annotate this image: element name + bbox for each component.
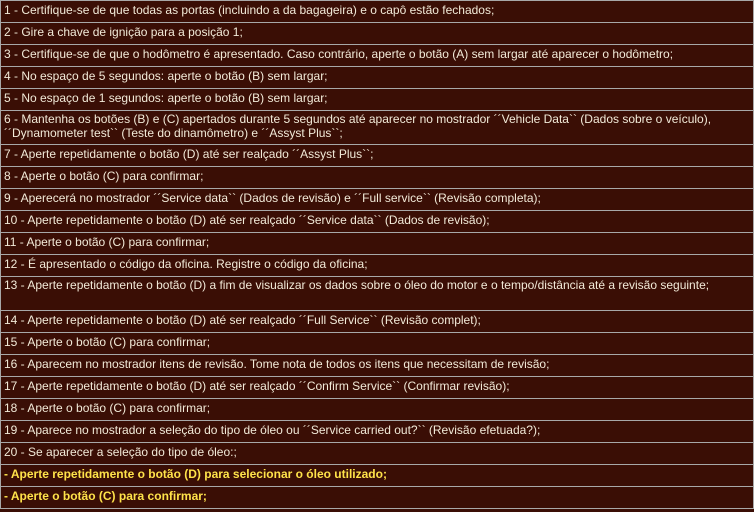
step-11: 11 - Aperte o botão (C) para confirmar; <box>1 233 754 255</box>
table-row <box>1 67 754 89</box>
table-row <box>1 189 754 211</box>
table-row <box>1 399 754 421</box>
step-12: 12 - É apresentado o código da oficina. Registre o código da oficina; <box>1 255 754 277</box>
step-16: 16 - Aparecem no mostrador itens de revisão. Tome nota de todos os itens que necessitam de revisão; <box>1 355 754 377</box>
table-row <box>1 111 754 145</box>
step-17: 17 - Aperte repetidamente o botão (D) até ser realçado ´´Confirm Service`` (Confirmar revisão); <box>1 377 754 399</box>
table-row <box>1 277 754 311</box>
substep-confirm: - Aperte o botão (C) para confirmar; <box>1 487 754 509</box>
step-14: 14 - Aperte repetidamente o botão (D) até ser realçado ´´Full Service`` (Revisão complet); <box>1 311 754 333</box>
table-row <box>1 487 754 509</box>
step-8: 8 - Aperte o botão (C) para confirmar; <box>1 167 754 189</box>
step-9: 9 - Aperecerá no mostrador ´´Service data`` (Dados de revisão) e ´´Full service`` (Revisão completa); <box>1 189 754 211</box>
table-row <box>1 465 754 487</box>
table-row <box>1 1 754 23</box>
table-row <box>1 355 754 377</box>
step-19: 19 - Aparece no mostrador a seleção do tipo de óleo ou ´´Service carried out?`` (Revisão efetuada?); <box>1 421 754 443</box>
step-15: 15 - Aperte o botão (C) para confirmar; <box>1 333 754 355</box>
table-row <box>1 211 754 233</box>
substep-select-oil: - Aperte repetidamente o botão (D) para selecionar o óleo utilizado; <box>1 465 754 487</box>
table-row <box>1 167 754 189</box>
table-row <box>1 23 754 45</box>
table-row <box>1 333 754 355</box>
step-10: 10 - Aperte repetidamente o botão (D) até ser realçado ´´Service data`` (Dados de revisão); <box>1 211 754 233</box>
table-row <box>1 45 754 67</box>
step-3: 3 - Certifique-se de que o hodômetro é apresentado. Caso contrário, aperte o botão (A) sem largar até aparecer o hodômetro; <box>1 45 754 67</box>
step-4: 4 - No espaço de 5 segundos: aperte o botão (B) sem largar; <box>1 67 754 89</box>
step-7: 7 - Aperte repetidamente o botão (D) até ser realçado ´´Assyst Plus``; <box>1 145 754 167</box>
step-20: 20 - Se aparecer a seleção do tipo de óleo:; <box>1 443 754 465</box>
table-row <box>1 443 754 465</box>
step-6: 6 - Mantenha os botões (B) e (C) apertados durante 5 segundos até aparecer no mostrador ´´Vehicle Data`` (Dados sobre o veículo), ´´Dynamometer test`` (Teste do dinamômetro) e ´´Assyst Plus``; <box>1 111 754 145</box>
table-row <box>1 377 754 399</box>
step-18: 18 - Aperte o botão (C) para confirmar; <box>1 399 754 421</box>
step-1: 1 - Certifique-se de que todas as portas (incluindo a da bagageira) e o capô estão fechados; <box>1 1 754 23</box>
table-row <box>1 233 754 255</box>
table-row <box>1 421 754 443</box>
table-row <box>1 89 754 111</box>
table-row <box>1 255 754 277</box>
step-5: 5 - No espaço de 1 segundos: aperte o botão (B) sem largar; <box>1 89 754 111</box>
table-row <box>1 311 754 333</box>
step-13: 13 - Aperte repetidamente o botão (D) a fim de visualizar os dados sobre o óleo do motor e o tempo/distância até a revisão seguinte; <box>1 277 754 311</box>
table-row <box>1 145 754 167</box>
step-2: 2 - Gire a chave de ignição para a posição 1; <box>1 23 754 45</box>
